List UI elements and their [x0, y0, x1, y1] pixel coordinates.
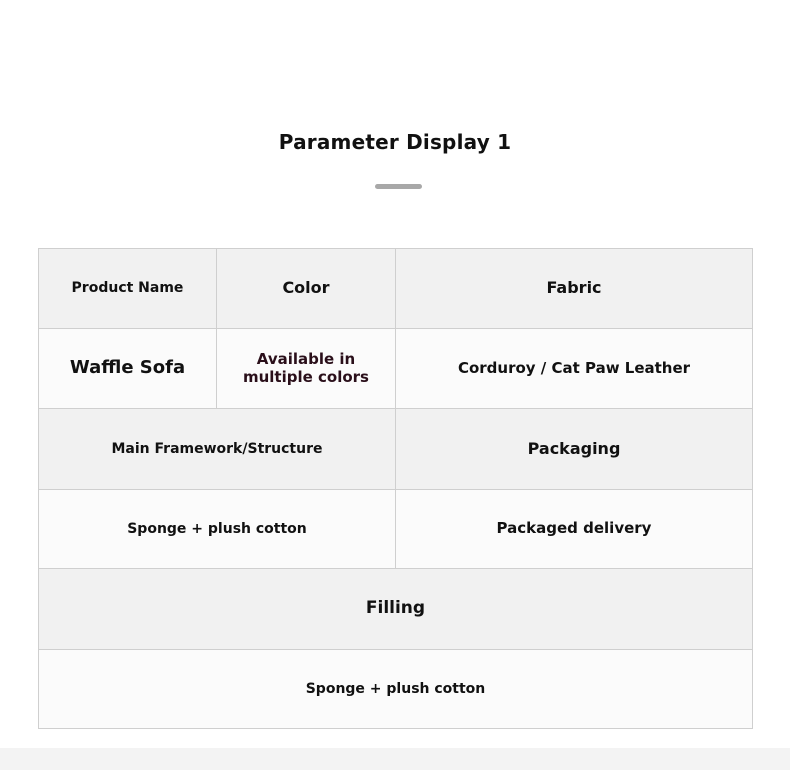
header-filling: Filling	[39, 569, 753, 650]
table-row	[39, 249, 753, 329]
value-fabric: Corduroy / Cat Paw Leather	[396, 329, 753, 409]
value-packaging: Packaged delivery	[396, 490, 753, 569]
header-product-name: Product Name	[39, 249, 217, 329]
page-title: Parameter Display 1	[278, 130, 512, 154]
bottom-band	[0, 748, 790, 770]
value-product-name: Waffle Sofa	[39, 329, 217, 409]
value-color: Available in multiple colors	[217, 329, 396, 409]
title-divider	[375, 184, 422, 189]
parameter-table	[38, 248, 753, 729]
table-row	[39, 409, 753, 490]
header-packaging: Packaging	[396, 409, 753, 490]
header-fabric: Fabric	[396, 249, 753, 329]
table-row	[39, 329, 753, 409]
value-filling: Sponge + plush cotton	[39, 650, 753, 729]
value-framework: Sponge + plush cotton	[39, 490, 396, 569]
table-row	[39, 569, 753, 650]
table-row	[39, 490, 753, 569]
table-row	[39, 650, 753, 729]
header-framework: Main Framework/Structure	[39, 409, 396, 490]
header-color: Color	[217, 249, 396, 329]
